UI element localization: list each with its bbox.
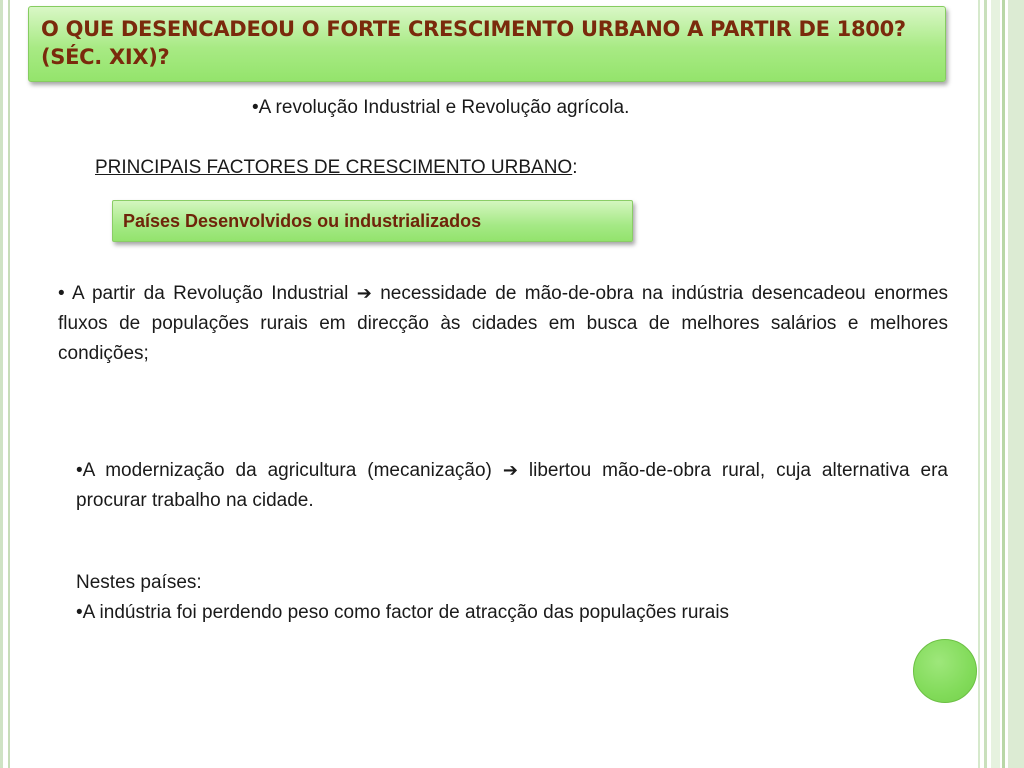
right-border (978, 0, 1024, 768)
paragraph3-line2: •A indústria foi perdendo peso como factor de atracção das populações rurais (76, 602, 730, 623)
paragraph-industrial-revolution (58, 279, 948, 369)
developed-countries-badge: Países Desenvolvidos ou industrializados (112, 200, 633, 242)
paragraph-these-countries (76, 568, 948, 628)
factors-heading-colon: : (572, 157, 578, 178)
decorative-circle (913, 639, 977, 703)
paragraph2-rest: libertou mão-de-obra rural, cuja alternativa era procurar trabalho na cidade. (76, 460, 948, 511)
left-border (0, 0, 3, 768)
factors-heading (95, 156, 577, 180)
paragraph1-lead: • A partir da Revolução Industrial (58, 283, 349, 304)
right-arrow-icon: ➔ (502, 460, 518, 481)
intro-bullet: •A revolução Industrial e Revolução agrícola. (252, 97, 630, 118)
slide-title: O QUE DESENCADEOU O FORTE CRESCIMENTO URBANO A PARTIR DE 1800? (SÉC. XIX)? (41, 17, 906, 69)
paragraph2-lead: •A modernização da agricultura (mecanização) (76, 460, 492, 481)
left-border-line (8, 0, 10, 768)
paragraph3-line1: Nestes países: (76, 572, 202, 593)
right-arrow-icon: ➔ (356, 283, 372, 304)
paragraph-agriculture (76, 456, 948, 516)
title-box (28, 6, 946, 82)
paragraph1-rest: necessidade de mão-de-obra na indústria desencadeou enormes fluxos de populações rurais em direcção às cidades em busca de melhores salários e melhores condições; (58, 283, 949, 364)
factors-heading-text: PRINCIPAIS FACTORES DE CRESCIMENTO URBANO (95, 157, 573, 178)
